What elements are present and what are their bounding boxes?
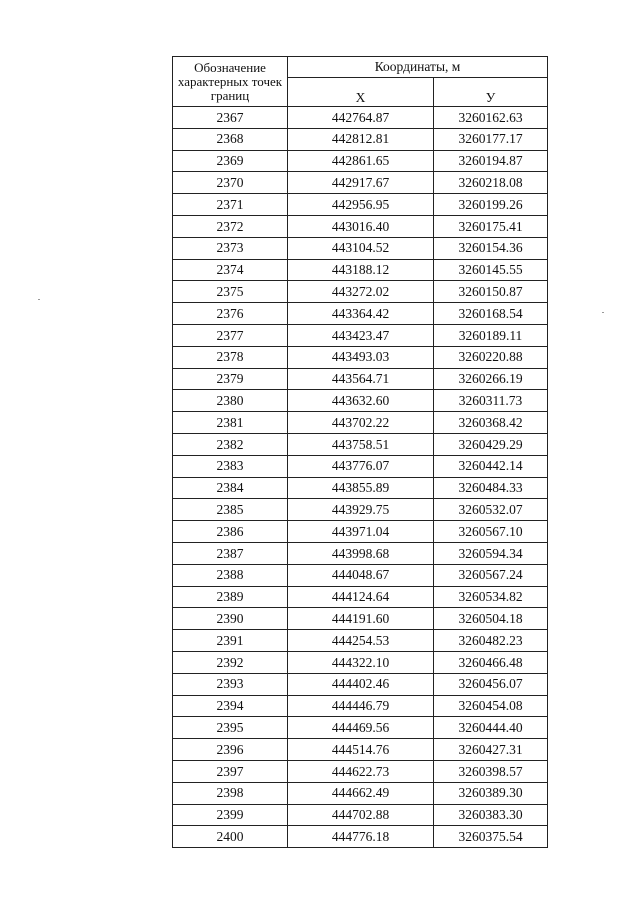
- point-id-cell: 2387: [173, 542, 288, 564]
- x-coordinate-cell: 444124.64: [288, 586, 434, 608]
- y-coordinate-cell: 3260389.30: [434, 782, 548, 804]
- table-row: [173, 630, 548, 652]
- table-row: [173, 455, 548, 477]
- x-coordinate-cell: 443632.60: [288, 390, 434, 412]
- x-coordinate-cell: 443016.40: [288, 215, 434, 237]
- y-coordinate-cell: 3260594.34: [434, 542, 548, 564]
- point-id-cell: 2396: [173, 739, 288, 761]
- x-coordinate-cell: 444191.60: [288, 608, 434, 630]
- x-coordinate-cell: 444322.10: [288, 651, 434, 673]
- point-id-cell: 2386: [173, 521, 288, 543]
- point-id-cell: 2367: [173, 107, 288, 129]
- table-row: [173, 433, 548, 455]
- point-id-cell: 2379: [173, 368, 288, 390]
- table-row: [173, 717, 548, 739]
- x-coordinate-cell: 443998.68: [288, 542, 434, 564]
- x-coordinate-cell: 443855.89: [288, 477, 434, 499]
- x-coordinate-cell: 442917.67: [288, 172, 434, 194]
- x-coordinate-cell: 442764.87: [288, 107, 434, 129]
- x-coordinate-cell: 443971.04: [288, 521, 434, 543]
- point-id-cell: 2385: [173, 499, 288, 521]
- x-coordinate-cell: 444469.56: [288, 717, 434, 739]
- point-id-cell: 2374: [173, 259, 288, 281]
- point-id-cell: 2378: [173, 346, 288, 368]
- point-id-cell: 2389: [173, 586, 288, 608]
- x-coordinate-cell: 444048.67: [288, 564, 434, 586]
- y-coordinate-cell: 3260444.40: [434, 717, 548, 739]
- coordinates-header: Координаты, м: [288, 57, 548, 78]
- table-row: [173, 128, 548, 150]
- point-id-cell: 2400: [173, 826, 288, 848]
- point-id-cell: 2376: [173, 303, 288, 325]
- x-coordinate-cell: 444622.73: [288, 760, 434, 782]
- x-coordinate-cell: 443493.03: [288, 346, 434, 368]
- table-row: [173, 651, 548, 673]
- x-coordinate-cell: 443188.12: [288, 259, 434, 281]
- table-row: [173, 826, 548, 848]
- point-id-cell: 2375: [173, 281, 288, 303]
- point-id-cell: 2393: [173, 673, 288, 695]
- x-coordinate-cell: 444514.76: [288, 739, 434, 761]
- table-row: [173, 586, 548, 608]
- y-coordinate-cell: 3260368.42: [434, 412, 548, 434]
- y-coordinate-cell: 3260194.87: [434, 150, 548, 172]
- point-id-cell: 2372: [173, 215, 288, 237]
- table-row: [173, 499, 548, 521]
- x-column-header: X: [288, 78, 434, 107]
- coordinates-table: [172, 56, 548, 848]
- point-id-cell: 2381: [173, 412, 288, 434]
- table-row: [173, 346, 548, 368]
- point-id-cell: 2371: [173, 194, 288, 216]
- x-coordinate-cell: 442956.95: [288, 194, 434, 216]
- table-body: [173, 107, 548, 848]
- table-row: [173, 237, 548, 259]
- y-coordinate-cell: 3260482.23: [434, 630, 548, 652]
- x-coordinate-cell: 443758.51: [288, 433, 434, 455]
- x-coordinate-cell: 443929.75: [288, 499, 434, 521]
- x-coordinate-cell: 443564.71: [288, 368, 434, 390]
- table-row: [173, 259, 548, 281]
- point-id-cell: 2370: [173, 172, 288, 194]
- table-header: [173, 57, 548, 107]
- table-row: [173, 521, 548, 543]
- point-id-cell: 2383: [173, 455, 288, 477]
- point-id-cell: 2390: [173, 608, 288, 630]
- y-coordinate-cell: 3260189.11: [434, 324, 548, 346]
- y-coordinate-cell: 3260442.14: [434, 455, 548, 477]
- point-id-cell: 2382: [173, 433, 288, 455]
- point-id-cell: 2384: [173, 477, 288, 499]
- point-id-cell: 2392: [173, 651, 288, 673]
- y-coordinate-cell: 3260199.26: [434, 194, 548, 216]
- scan-speck: [602, 312, 604, 313]
- point-id-cell: 2373: [173, 237, 288, 259]
- table-row: [173, 303, 548, 325]
- y-coordinate-cell: 3260484.33: [434, 477, 548, 499]
- y-coordinate-cell: 3260504.18: [434, 608, 548, 630]
- table-row: [173, 172, 548, 194]
- table-row: [173, 542, 548, 564]
- x-coordinate-cell: 444702.88: [288, 804, 434, 826]
- y-coordinate-cell: 3260218.08: [434, 172, 548, 194]
- y-coordinate-cell: 3260150.87: [434, 281, 548, 303]
- x-coordinate-cell: 442861.65: [288, 150, 434, 172]
- table-row: [173, 215, 548, 237]
- table-row: [173, 673, 548, 695]
- table-row: [173, 390, 548, 412]
- y-coordinate-cell: 3260220.88: [434, 346, 548, 368]
- y-coordinate-cell: 3260427.31: [434, 739, 548, 761]
- x-coordinate-cell: 444662.49: [288, 782, 434, 804]
- table-row: [173, 782, 548, 804]
- y-coordinate-cell: 3260177.17: [434, 128, 548, 150]
- y-coordinate-cell: 3260466.48: [434, 651, 548, 673]
- x-coordinate-cell: 443702.22: [288, 412, 434, 434]
- point-id-cell: 2377: [173, 324, 288, 346]
- point-id-cell: 2397: [173, 760, 288, 782]
- y-coordinate-cell: 3260429.29: [434, 433, 548, 455]
- table-row: [173, 739, 548, 761]
- y-coordinate-cell: 3260311.73: [434, 390, 548, 412]
- point-id-cell: 2398: [173, 782, 288, 804]
- table-row: [173, 477, 548, 499]
- x-coordinate-cell: 444776.18: [288, 826, 434, 848]
- table-row: [173, 804, 548, 826]
- y-coordinate-cell: 3260567.10: [434, 521, 548, 543]
- table-row: [173, 107, 548, 129]
- y-coordinate-cell: 3260168.54: [434, 303, 548, 325]
- table-row: [173, 150, 548, 172]
- point-id-cell: 2399: [173, 804, 288, 826]
- x-coordinate-cell: 443104.52: [288, 237, 434, 259]
- point-id-cell: 2388: [173, 564, 288, 586]
- x-coordinate-cell: 442812.81: [288, 128, 434, 150]
- scan-speck: [38, 299, 40, 300]
- table-row: [173, 281, 548, 303]
- x-coordinate-cell: 443364.42: [288, 303, 434, 325]
- table-row: [173, 760, 548, 782]
- table-row: [173, 412, 548, 434]
- y-coordinate-cell: 3260456.07: [434, 673, 548, 695]
- point-id-cell: 2394: [173, 695, 288, 717]
- point-id-cell: 2368: [173, 128, 288, 150]
- table-row: [173, 608, 548, 630]
- table-row: [173, 695, 548, 717]
- y-coordinate-cell: 3260175.41: [434, 215, 548, 237]
- y-coordinate-cell: 3260534.82: [434, 586, 548, 608]
- y-coordinate-cell: 3260266.19: [434, 368, 548, 390]
- y-coordinate-cell: 3260532.07: [434, 499, 548, 521]
- point-id-cell: 2380: [173, 390, 288, 412]
- point-id-cell: 2391: [173, 630, 288, 652]
- table-row: [173, 324, 548, 346]
- point-id-cell: 2369: [173, 150, 288, 172]
- x-coordinate-cell: 444446.79: [288, 695, 434, 717]
- x-coordinate-cell: 443272.02: [288, 281, 434, 303]
- table-row: [173, 368, 548, 390]
- y-column-header: У: [434, 78, 548, 107]
- y-coordinate-cell: 3260383.30: [434, 804, 548, 826]
- y-coordinate-cell: 3260375.54: [434, 826, 548, 848]
- x-coordinate-cell: 443776.07: [288, 455, 434, 477]
- table-row: [173, 564, 548, 586]
- x-coordinate-cell: 443423.47: [288, 324, 434, 346]
- y-coordinate-cell: 3260398.57: [434, 760, 548, 782]
- point-designation-header: Обозначение характерных точек границ: [173, 57, 288, 107]
- y-coordinate-cell: 3260454.08: [434, 695, 548, 717]
- point-id-cell: 2395: [173, 717, 288, 739]
- x-coordinate-cell: 444402.46: [288, 673, 434, 695]
- y-coordinate-cell: 3260567.24: [434, 564, 548, 586]
- x-coordinate-cell: 444254.53: [288, 630, 434, 652]
- y-coordinate-cell: 3260154.36: [434, 237, 548, 259]
- y-coordinate-cell: 3260162.63: [434, 107, 548, 129]
- table-row: [173, 194, 548, 216]
- y-coordinate-cell: 3260145.55: [434, 259, 548, 281]
